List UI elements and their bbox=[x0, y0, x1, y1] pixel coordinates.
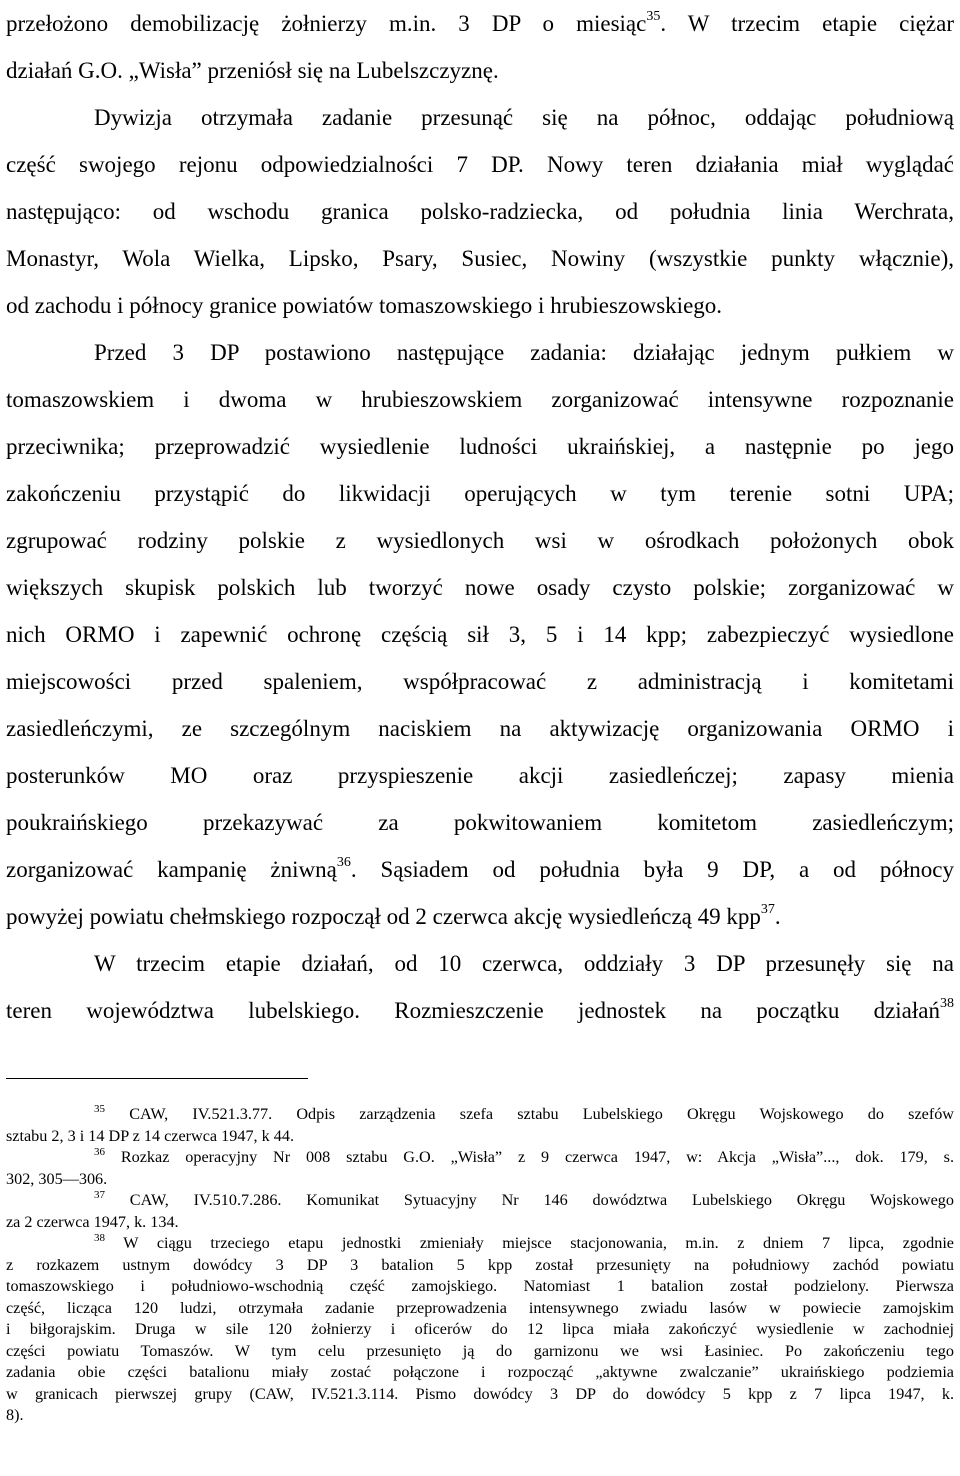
footnote-text: z rozkazem ustnym dowódcy 3 DP 3 batalion 5 kpp został przesunięty na południowy zachód powiatu bbox=[6, 1255, 954, 1274]
text-segment: Dywizja otrzymała zadanie przesunąć się na północ, oddając południową bbox=[94, 105, 954, 130]
footnote-line bbox=[6, 1126, 954, 1148]
footnote-text: część, licząca 120 ludzi, otrzymała zadanie przeprowadzenia intensywnego zwiadu lasów w powiecie zamojskim bbox=[6, 1298, 954, 1317]
footnote-line bbox=[6, 1104, 954, 1126]
text-segment: następująco: od wschodu granica polsko-radziecka, od południa linia Werchrata, bbox=[6, 199, 954, 224]
text-segment: W trzecim etapie działań, od 10 czerwca, oddziały 3 DP przesunęły się na bbox=[94, 951, 954, 976]
text-segment: tomaszowskiem i dwoma w hrubieszowskiem zorganizować intensywne rozpoznanie bbox=[6, 387, 954, 412]
text-segment: zgrupować rodziny polskie z wysiedlonych wsi w ośrodkach położonych obok bbox=[6, 528, 954, 553]
text-line bbox=[6, 517, 954, 564]
footnote-text: za 2 czerwca 1947, k. 134. bbox=[6, 1212, 179, 1231]
footnote-number: 35 bbox=[94, 1104, 105, 1115]
footnote-line bbox=[6, 1169, 954, 1191]
footnote-line bbox=[6, 1341, 954, 1363]
footnote-text: zadania obie części batalionu miały zostać połączone i rozpocząć „aktywne zwalczanie” ukraińskiego podziemia bbox=[6, 1363, 954, 1381]
footnote-number: 38 bbox=[94, 1233, 105, 1244]
footnote-text: tomaszowskiego i południowo-wschodnią część zamojskiego. Natomiast 1 batalion został podzielony. Pierwsza bbox=[6, 1277, 954, 1295]
footnote-line bbox=[6, 1147, 954, 1169]
footnote-text: sztabu 2, 3 i 14 DP z 14 czerwca 1947, k 44. bbox=[6, 1126, 295, 1145]
footnote-line bbox=[6, 1233, 954, 1255]
footnote-text: i biłgorajskim. Druga w sile 120 żołnierzy i oficerów do 12 lipca miała zakończyć wysiedlenie w zachodniej bbox=[6, 1320, 954, 1338]
text-line bbox=[6, 893, 954, 940]
text-line bbox=[6, 47, 954, 94]
text-segment: zorganizować kampanię żniwną bbox=[6, 857, 337, 882]
main-text bbox=[6, 0, 954, 1034]
text-segment: większych skupisk polskich lub tworzyć nowe osady czysto polskie; zorganizować w bbox=[6, 575, 954, 600]
text-line bbox=[6, 564, 954, 611]
text-line bbox=[6, 141, 954, 188]
text-segment: od zachodu i północy granice powiatów tomaszowskiego i hrubieszowskiego. bbox=[6, 293, 723, 318]
text-line bbox=[6, 658, 954, 705]
text-segment: . Sąsiadem od południa była 9 DP, a od północy bbox=[350, 857, 954, 882]
text-line bbox=[6, 329, 954, 376]
text-line bbox=[6, 799, 954, 846]
footnote-ref: 36 bbox=[336, 855, 351, 871]
footnote-ref: 35 bbox=[646, 9, 661, 25]
footnote-line bbox=[6, 1319, 954, 1341]
text-segment: przeciwnika; przeprowadzić wysiedlenie ludności ukraińskiej, a następnie po jego bbox=[6, 434, 954, 459]
footnote-text: w granicach pierwszej grupy (CAW, IV.521.3.114. Pismo dowódcy 3 DP do dowódcy 5 kpp z 7 lipca 1947, k. bbox=[6, 1384, 954, 1403]
footnote-text: Rozkaz operacyjny Nr 008 sztabu G.O. „Wisła” z 9 czerwca 1947, w: Akcja „Wisła”..., dok. 179, s. bbox=[105, 1148, 954, 1166]
text-segment: powyżej powiatu chełmskiego rozpoczął od 2 czerwca akcję wysiedleńczą 49 kpp bbox=[6, 904, 761, 929]
text-segment: zakończeniu przystąpić do likwidacji operujących w tym terenie sotni UPA; bbox=[6, 481, 954, 506]
text-line bbox=[6, 705, 954, 752]
footnote-line bbox=[6, 1212, 954, 1234]
text-line bbox=[6, 94, 954, 141]
footnote-line bbox=[6, 1362, 954, 1384]
text-segment: miejscowości przed spaleniem, współpracować z administracją i komitetami bbox=[6, 669, 954, 694]
page-body bbox=[6, 0, 954, 1034]
text-segment: część swojego rejonu odpowiedzialności 7 DP. Nowy teren działania miał wyglądać bbox=[6, 152, 954, 177]
text-line bbox=[6, 376, 954, 423]
text-segment: nich ORMO i zapewnić ochronę częścią sił 3, 5 i 14 kpp; zabezpieczyć wysiedlone bbox=[6, 622, 954, 647]
text-segment: posterunków MO oraz przyspieszenie akcji zasiedleńczej; zapasy mienia bbox=[6, 763, 954, 788]
text-line bbox=[6, 752, 954, 799]
text-segment: teren województwa lubelskiego. Rozmieszczenie jednostek na początku działań bbox=[6, 998, 940, 1023]
footnote-separator bbox=[6, 1078, 308, 1079]
text-segment: Monastyr, Wola Wielka, Lipsko, Psary, Susiec, Nowiny (wszystkie punkty włącznie), bbox=[6, 246, 954, 271]
text-line bbox=[6, 987, 954, 1034]
text-line bbox=[6, 188, 954, 235]
footnotes bbox=[6, 1104, 954, 1427]
text-segment: zasiedleńczymi, ze szczególnym naciskiem na aktywizację organizowania ORMO i bbox=[6, 716, 954, 741]
text-line bbox=[6, 235, 954, 282]
footnote-text: 302, 305—306. bbox=[6, 1169, 108, 1188]
footnote-ref: 37 bbox=[760, 902, 775, 918]
footnote-line bbox=[6, 1255, 954, 1277]
footnote-line bbox=[6, 1190, 954, 1212]
footnote-line bbox=[6, 1384, 954, 1406]
text-line bbox=[6, 423, 954, 470]
text-segment: przełożono demobilizację żołnierzy m.in. 3 DP o miesiąc bbox=[6, 11, 647, 36]
footnote-line bbox=[6, 1298, 954, 1320]
footnote-text: CAW, IV.521.3.77. Odpis zarządzenia szefa sztabu Lubelskiego Okręgu Wojskowego do szefów bbox=[105, 1105, 954, 1123]
text-line bbox=[6, 282, 954, 329]
footnote-text: W ciągu trzeciego etapu jednostki zmieniały miejsce stacjonowania, m.in. z dniem 7 lipca, zgodnie bbox=[105, 1234, 954, 1252]
text-line bbox=[6, 470, 954, 517]
text-segment: . W trzecim etapie ciężar bbox=[660, 11, 954, 36]
footnote-text: części powiatu Tomaszów. W tym celu przesunięto ją do garnizonu we wsi Łasiniec. Po zakończeniu tego bbox=[6, 1341, 954, 1360]
footnote-line bbox=[6, 1276, 954, 1298]
footnote-text: 8). bbox=[6, 1406, 24, 1424]
text-segment: poukraińskiego przekazywać za pokwitowaniem komitetom zasiedleńczym; bbox=[6, 810, 954, 835]
text-line bbox=[6, 611, 954, 658]
footnote-number: 37 bbox=[94, 1190, 105, 1201]
text-line bbox=[6, 846, 954, 893]
text-segment: działań G.O. „Wisła” przeniósł się na Lubelszczyznę. bbox=[6, 58, 499, 83]
footnote-line bbox=[6, 1405, 954, 1427]
footnote-text: CAW, IV.510.7.286. Komunikat Sytuacyjny Nr 146 dowództwa Lubelskiego Okręgu Wojskowego bbox=[105, 1191, 954, 1209]
footnote-number: 36 bbox=[94, 1147, 105, 1158]
footnote-ref: 38 bbox=[940, 996, 954, 1012]
text-segment: Przed 3 DP postawiono następujące zadania: działając jednym pułkiem w bbox=[94, 340, 954, 365]
text-line bbox=[6, 0, 954, 47]
text-segment: . bbox=[774, 904, 781, 929]
text-line bbox=[6, 940, 954, 987]
